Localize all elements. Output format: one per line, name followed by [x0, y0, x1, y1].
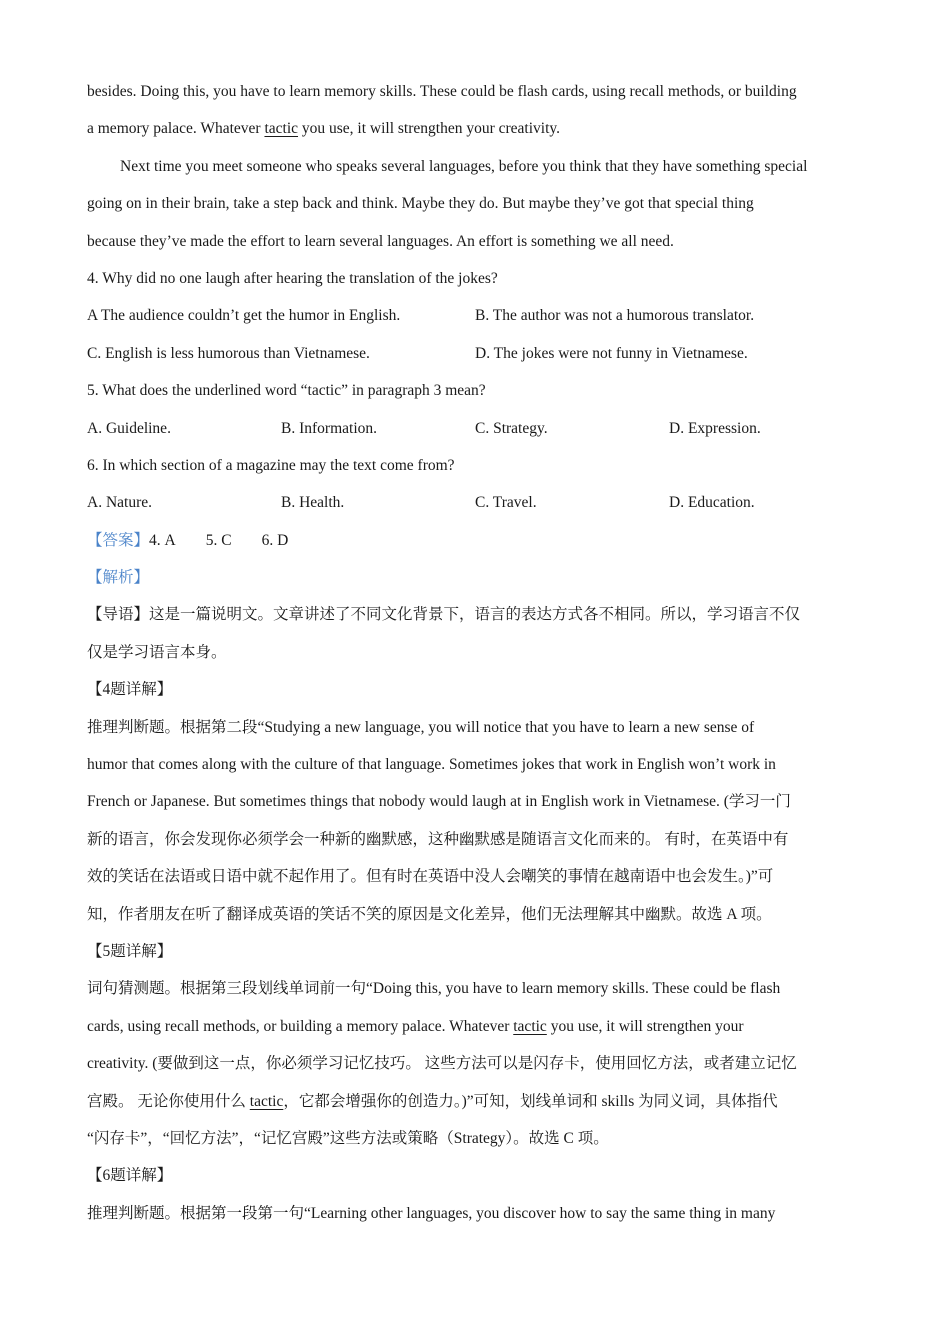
question-stem: 5. What does the underlined word “tactic” in paragraph 3 mean?: [87, 382, 486, 400]
analysis-line: 推理判断题。根据第一段第一句“Learning other languages, you discover how to say the same thing in many: [87, 1204, 776, 1222]
answer-4: 4. A: [149, 531, 176, 549]
option-c: C. Travel.: [475, 494, 537, 512]
analysis-line: humor that comes along with the culture of that language. Sometimes jokes that work in English won’t work in: [87, 756, 776, 774]
option-b: B. The author was not a humorous translator.: [475, 307, 755, 325]
underlined-word-tactic: tactic: [513, 1017, 547, 1035]
question-stem: 6. In which section of a magazine may the text come from?: [87, 456, 455, 474]
text-span: 宫殿。 无论你使用什么: [87, 1092, 250, 1110]
passage-line: going on in their brain, take a step back and think. Maybe they do. But maybe they’ve got that special thing: [87, 195, 754, 213]
option-c: C. Strategy.: [475, 419, 548, 437]
answer-label: 【答案】: [87, 531, 150, 549]
passage-line: Next time you meet someone who speaks several languages, before you think that they have something special: [120, 157, 808, 175]
option-b: B. Information.: [281, 419, 377, 437]
option-d: D. The jokes were not funny in Vietnamese.: [475, 344, 748, 362]
answer-line: [87, 522, 877, 559]
analysis-line: “闪存卡”，“回忆方法”，“记忆宫殿”这些方法或策略（Strategy）。故选 C 项。: [87, 1129, 609, 1147]
guide-line: 【导语】这是一篇说明文。文章讲述了不同文化背景下，语言的表达方式各不相同。所以，学习语言不仅: [87, 606, 801, 624]
analysis-line: 效的笑话在法语或日语中就不起作用了。但有时在英语中没人会嘲笑的事情在越南语中也会发生。)”可: [87, 868, 774, 886]
passage-line: besides. Doing this, you have to learn memory skills. These could be flash cards, using recall methods, or building: [87, 83, 797, 100]
underlined-word-tactic: tactic: [264, 120, 299, 138]
option-c: C. English is less humorous than Vietnamese.: [87, 344, 370, 362]
options-row: [87, 410, 877, 447]
passage-line: [87, 110, 877, 147]
options-row: [87, 297, 877, 334]
analysis-line: 新的语言，你会发现你必须学会一种新的幽默感，这种幽默感是随语言文化而来的。 有时，在英语中有: [87, 830, 789, 848]
option-a: A. Guideline.: [87, 419, 171, 437]
analysis-line: 推理判断题。根据第二段“Studying a new language, you will notice that you have to learn a new sense of: [87, 718, 755, 736]
analysis-line: 词句猜测题。根据第三段划线单词前一句“Doing this, you have to learn memory skills. These could be flash: [87, 980, 781, 998]
text-span: you use, it will strengthen your creativity.: [298, 120, 561, 138]
document-page: [87, 73, 877, 1232]
analysis-line: [87, 1008, 877, 1045]
options-row: [87, 484, 877, 521]
answer-5: 5. C: [205, 531, 232, 549]
q4-heading: 【4题详解】: [87, 681, 173, 699]
text-span: a memory palace. Whatever: [87, 120, 265, 138]
passage-line: because they’ve made the effort to learn several languages. An effort is something we all need.: [87, 232, 674, 250]
guide-line: 仅是学习语言本身。: [87, 643, 227, 661]
q6-heading: 【6题详解】: [87, 1167, 173, 1185]
text-span: ，它都会增强你的创造力。)”可知，划线单词和 skills 为同义词，具体指代: [283, 1092, 778, 1110]
q5-heading: 【5题详解】: [87, 942, 173, 960]
analysis-line: 知，作者朋友在听了翻译成英语的笑话不笑的原因是文化差异，他们无法理解其中幽默。故选 A 项。: [87, 905, 772, 923]
underlined-word-tactic: tactic: [249, 1092, 284, 1110]
analysis-line: French or Japanese. But sometimes things that nobody would laugh at in English work in Vietnamese. (学习一门: [87, 793, 791, 811]
question-stem: 4. Why did no one laugh after hearing the translation of the jokes?: [87, 269, 498, 287]
analysis-label: 【解析】: [87, 569, 150, 587]
options-row: [87, 335, 877, 372]
option-b: B. Health.: [281, 494, 345, 512]
text-span: cards, using recall methods, or building a memory palace. Whatever: [87, 1017, 514, 1035]
analysis-line: creativity. (要做到这一点，你必须学习记忆技巧。 这些方法可以是闪存卡，使用回忆方法，或者建立记忆: [87, 1055, 797, 1073]
analysis-line: [87, 1083, 877, 1120]
option-a: A The audience couldn’t get the humor in English.: [87, 307, 401, 325]
option-d: D. Education.: [669, 494, 755, 512]
option-d: D. Expression.: [669, 419, 761, 437]
option-a: A. Nature.: [87, 494, 152, 512]
answer-6: 6. D: [261, 531, 289, 549]
text-span: you use, it will strengthen your: [546, 1017, 744, 1035]
